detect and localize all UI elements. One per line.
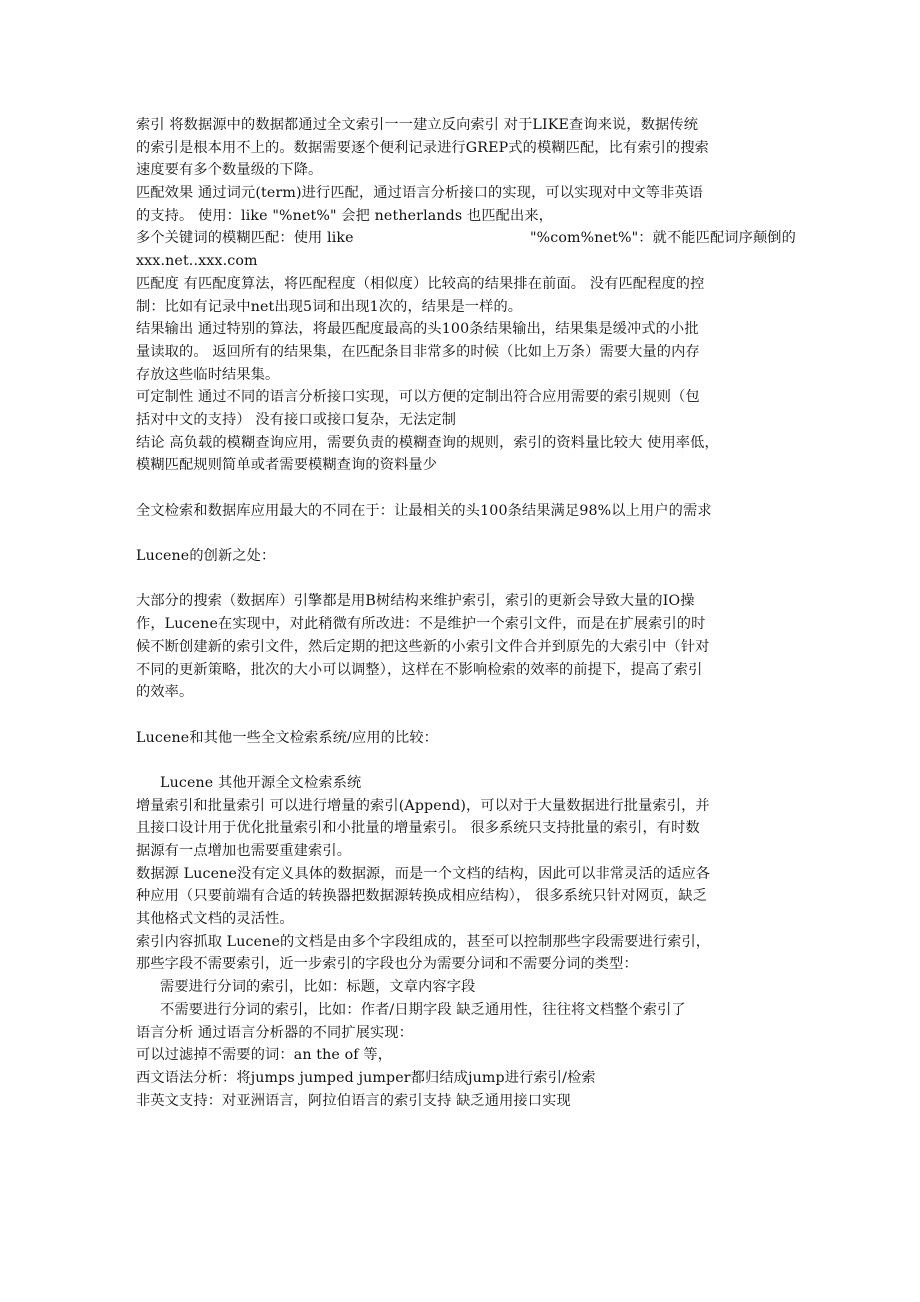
- text-line: 西文语法分析：将jumps jumped jumper都归结成jump进行索引/检索: [136, 1069, 596, 1086]
- blank-line: [136, 749, 796, 772]
- text-line: xxx.net..xxx.com: [136, 253, 258, 270]
- text-line: 其他格式文档的灵活性。: [136, 911, 294, 928]
- text-line: 可定制性 通过不同的语言分析接口实现，可以方便的定制出符合应用需要的索引规则（包: [136, 389, 700, 406]
- document-body: [136, 114, 796, 1112]
- text-line: 结论 高负载的模糊查询应用，需要负责的模糊查询的规则，索引的资料量比较大 使用率低，: [136, 434, 719, 451]
- text-line: 不同的更新策略，批次的大小可以调整），这样在不影响检索的效率的前提下，提高了索引: [136, 661, 703, 678]
- text-line: 存放这些临时结果集。: [136, 366, 280, 383]
- text-line: 模糊匹配规则简单或者需要模糊查询的资料量少: [136, 457, 438, 474]
- text-line: 大部分的搜索（数据库）引擎都是用B树结构来维护索引，索引的更新会导致大量的IO操: [136, 593, 695, 610]
- text-line: 需要进行分词的索引，比如：标题，文章内容字段: [160, 979, 476, 996]
- text-line: 制：比如有记录中net出现5词和出现1次的，结果是一样的。: [136, 298, 523, 315]
- blank-line: [136, 522, 796, 545]
- text-line: 那些字段不需要索引，近一步索引的字段也分为需要分词和不需要分词的类型：: [136, 956, 638, 973]
- text-segment: "%com%net%"：就不能匹配词序颠倒的: [529, 230, 796, 247]
- blank-line: [136, 704, 796, 727]
- text-line: 种应用（只要前端有合适的转换器把数据源转换成相应结构）， 很多系统只针对网页，缺乏: [136, 888, 708, 905]
- text-line: 非英文支持：对亚洲语言，阿拉伯语言的索引支持 缺乏通用接口实现: [136, 1092, 571, 1109]
- text-line: 结果输出 通过特别的算法，将最匹配度最高的头100条结果输出，结果集是缓冲式的小批: [136, 321, 699, 338]
- text-line: 且接口设计用于优化批量索引和小批量的增量索引。 很多系统只支持批量的索引，有时数: [136, 820, 700, 837]
- text-line: 候不断创建新的索引文件，然后定期的把这些新的小索引文件合并到原先的大索引中（针对: [136, 638, 710, 655]
- text-line: 匹配度 有匹配度算法，将匹配程度（相似度）比较高的结果排在前面。 没有匹配程度的控: [136, 275, 705, 292]
- text-line: 可以过滤掉不需要的词：an the of 等，: [136, 1047, 393, 1064]
- text-line: 括对中文的支持） 没有接口或接口复杂，无法定制: [136, 411, 457, 428]
- blank-line: [136, 477, 796, 500]
- text-line: 据源有一点增加也需要重建索引。: [136, 843, 352, 859]
- text-line: 语言分析 通过语言分析器的不同扩展实现：: [136, 1024, 414, 1041]
- text-line: 全文检索和数据库应用最大的不同在于：让最相关的头100条结果满足98%以上用户的需求: [136, 502, 712, 519]
- text-line: 的索引是根本用不上的。数据需要逐个便利记录进行GREP式的模糊匹配，比有索引的搜索: [136, 139, 710, 156]
- table-header: Lucene 其他开源全文检索系统: [160, 774, 362, 791]
- text-line: 索引 将数据源中的数据都通过全文索引一一建立反向索引 对于LIKE查询来说，数据传统: [136, 117, 699, 133]
- text-line: 增量索引和批量索引 可以进行增量的索引(Append)，可以对于大量数据进行批量索引，并: [136, 797, 710, 814]
- text-line: 的效率。: [136, 684, 194, 701]
- text-line: 不需要进行分词的索引，比如：作者/日期字段 缺乏通用性，往往将文档整个索引了: [160, 1001, 686, 1018]
- text-line: 数据源 Lucene没有定义具体的数据源，而是一个文档的结构，因此可以非常灵活的适应各: [136, 865, 711, 882]
- section-heading: Lucene的创新之处：: [136, 548, 276, 565]
- text-line: 匹配效果 通过词元(term)进行匹配，通过语言分析接口的实现，可以实现对中文等非英语: [136, 185, 704, 202]
- text-line: 索引内容抓取 Lucene的文档是由多个字段组成的，甚至可以控制那些字段需要进行索引，: [136, 933, 711, 950]
- blank-line: [136, 568, 796, 591]
- text-line: [136, 227, 796, 250]
- text-segment: 多个关键词的模糊匹配：使用 like: [136, 230, 354, 247]
- text-line: 的支持。 使用：like "%net%" 会把 netherlands 也匹配出来，: [136, 207, 554, 224]
- text-line: 量读取的。 返回所有的结果集，在匹配条目非常多的时候（比如上万条）需要大量的内存: [136, 343, 700, 360]
- text-line: 速度要有多个数量级的下降。: [136, 162, 323, 179]
- text-line: 作，Lucene在实现中，对此稍微有所改进：不是维护一个索引文件，而是在扩展索引的时: [136, 616, 706, 633]
- section-heading: Lucene和其他一些全文检索系统/应用的比较：: [136, 729, 439, 746]
